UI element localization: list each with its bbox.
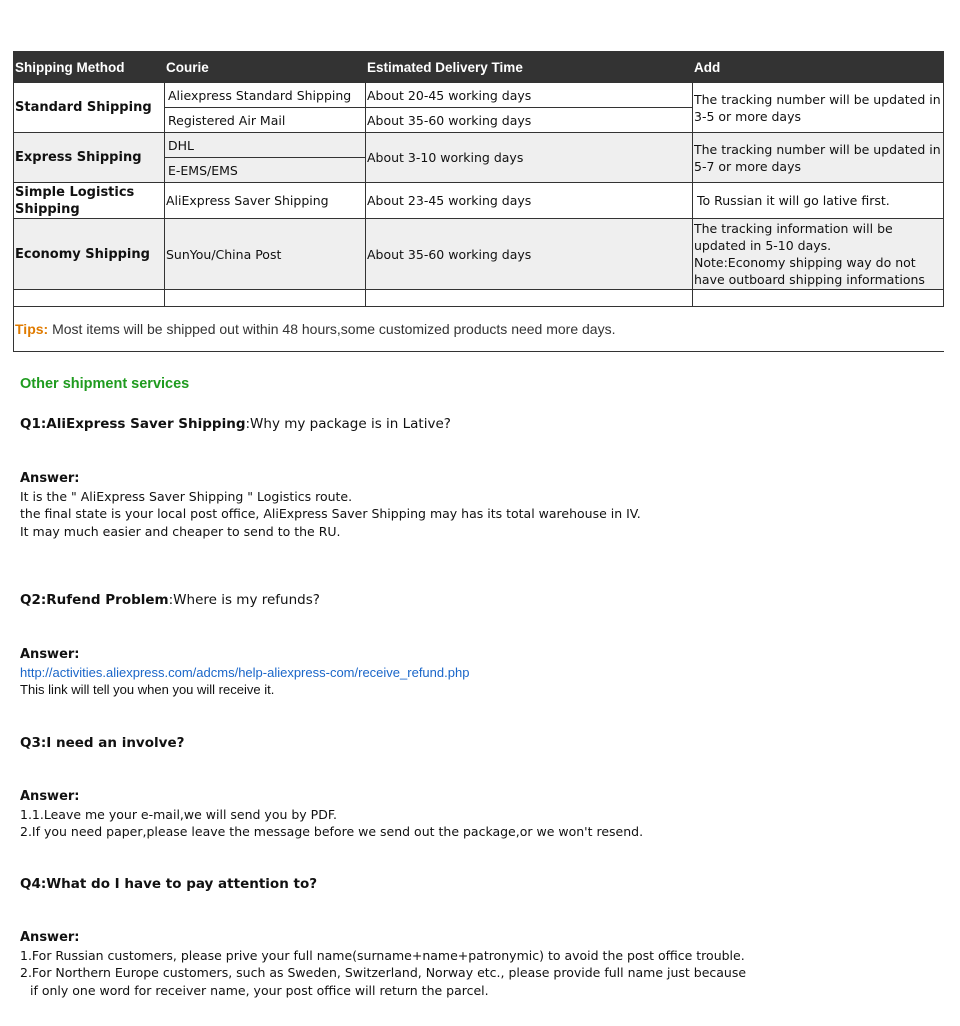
answer-line: 1.1.Leave me your e-mail,we will send you by PDF. xyxy=(20,806,337,822)
other-services-title: Other shipment services xyxy=(20,376,190,392)
tips-cell xyxy=(14,307,944,352)
courier-cell xyxy=(165,133,366,183)
empty-cell xyxy=(693,290,944,307)
tips-row xyxy=(14,307,944,352)
table-header-row xyxy=(14,52,944,83)
method-cell: Express Shipping xyxy=(14,133,165,183)
time-cell xyxy=(366,83,693,133)
refund-link[interactable]: http://activities.aliexpress.com/adcms/help-aliexpress-com/receive_refund.php xyxy=(20,664,470,680)
add-note: Note:Economy shipping way do not have outboard shipping informations xyxy=(694,255,925,287)
answer-2 xyxy=(20,646,469,699)
answer-line: 1.For Russian customers, please prive your full name(surname+name+patronymic) to avoid the post office trouble. xyxy=(20,947,745,963)
answer-4 xyxy=(20,929,746,999)
answer-label: Answer: xyxy=(20,930,80,945)
add-note: The tracking information will be updated in 5-10 days. xyxy=(694,221,893,253)
answer-line: It is the " AliExpress Saver Shipping " Logistics route. xyxy=(20,488,353,504)
shipping-table xyxy=(13,51,943,352)
time-cell: About 23-45 working days xyxy=(366,183,693,219)
table-row xyxy=(14,83,944,133)
question-1 xyxy=(20,416,451,432)
answer-line: 2.If you need paper,please leave the message before we send out the package,or we won't resend. xyxy=(20,824,644,839)
empty-cell xyxy=(14,290,165,307)
add-cell: The tracking number will be updated in 3-5 or more days xyxy=(693,83,944,133)
answer-line: This link will tell you when you will receive it. xyxy=(20,682,275,697)
courier-cell: SunYou/China Post xyxy=(165,219,366,290)
empty-cell xyxy=(366,290,693,307)
answer-line: the final state is your local post office, AliExpress Saver Shipping may has its total warehouse in IV. xyxy=(20,506,641,521)
time-option: About 35-60 working days xyxy=(366,107,692,132)
answer-label: Answer: xyxy=(20,471,80,486)
header-shipping-method: Shipping Method xyxy=(14,52,165,83)
question-3: Q3:I need an involve? xyxy=(20,735,185,751)
question-2-text: :Where is my refunds? xyxy=(168,592,320,608)
table-row xyxy=(14,183,944,219)
table-row xyxy=(14,219,944,290)
time-option: About 20-45 working days xyxy=(367,87,532,103)
courier-option: Registered Air Mail xyxy=(165,107,365,132)
courier-option: DHL xyxy=(168,137,194,153)
add-cell: To Russian it will go lative first. xyxy=(693,183,944,219)
add-cell xyxy=(693,219,944,290)
answer-label: Answer: xyxy=(20,789,80,804)
header-delivery-time: Estimated Delivery Time xyxy=(366,52,693,83)
question-2 xyxy=(20,592,320,608)
answer-label: Answer: xyxy=(20,647,80,662)
method-cell: Economy Shipping xyxy=(14,219,165,290)
answer-1 xyxy=(20,470,641,540)
question-1-text: :Why my package is in Lative? xyxy=(245,416,451,432)
empty-cell xyxy=(165,290,366,307)
courier-cell xyxy=(165,83,366,133)
method-cell: Standard Shipping xyxy=(14,83,165,133)
answer-line: if only one word for receiver name, your post office will return the parcel. xyxy=(30,982,489,998)
add-cell: The tracking number will be updated in 5-7 or more days xyxy=(693,133,944,183)
table-row xyxy=(14,133,944,183)
answer-3 xyxy=(20,788,643,841)
table-row-empty xyxy=(14,290,944,307)
answer-line: 2.For Northern Europe customers, such as Sweden, Switzerland, Norway etc., please provide full name just because xyxy=(20,965,747,980)
answer-line: It may much easier and cheaper to send to the RU. xyxy=(20,523,341,539)
courier-option: Aliexpress Standard Shipping xyxy=(168,87,352,103)
tips-label: Tips: xyxy=(15,320,49,337)
tips-text: Most items will be shipped out within 48 hours,some customized products need more days. xyxy=(52,320,616,337)
question-4: Q4:What do I have to pay attention to? xyxy=(20,876,318,892)
time-cell: About 35-60 working days xyxy=(366,219,693,290)
courier-cell: AliExpress Saver Shipping xyxy=(165,183,366,219)
courier-option: E-EMS/EMS xyxy=(165,157,365,182)
time-cell: About 3-10 working days xyxy=(366,133,693,183)
question-2-title: Q2:Rufend Problem xyxy=(20,592,169,608)
question-1-title: Q1:AliExpress Saver Shipping xyxy=(20,416,246,432)
method-cell: Simple Logistics Shipping xyxy=(14,183,165,219)
header-courier: Courie xyxy=(165,52,366,83)
header-add: Add xyxy=(693,52,944,83)
